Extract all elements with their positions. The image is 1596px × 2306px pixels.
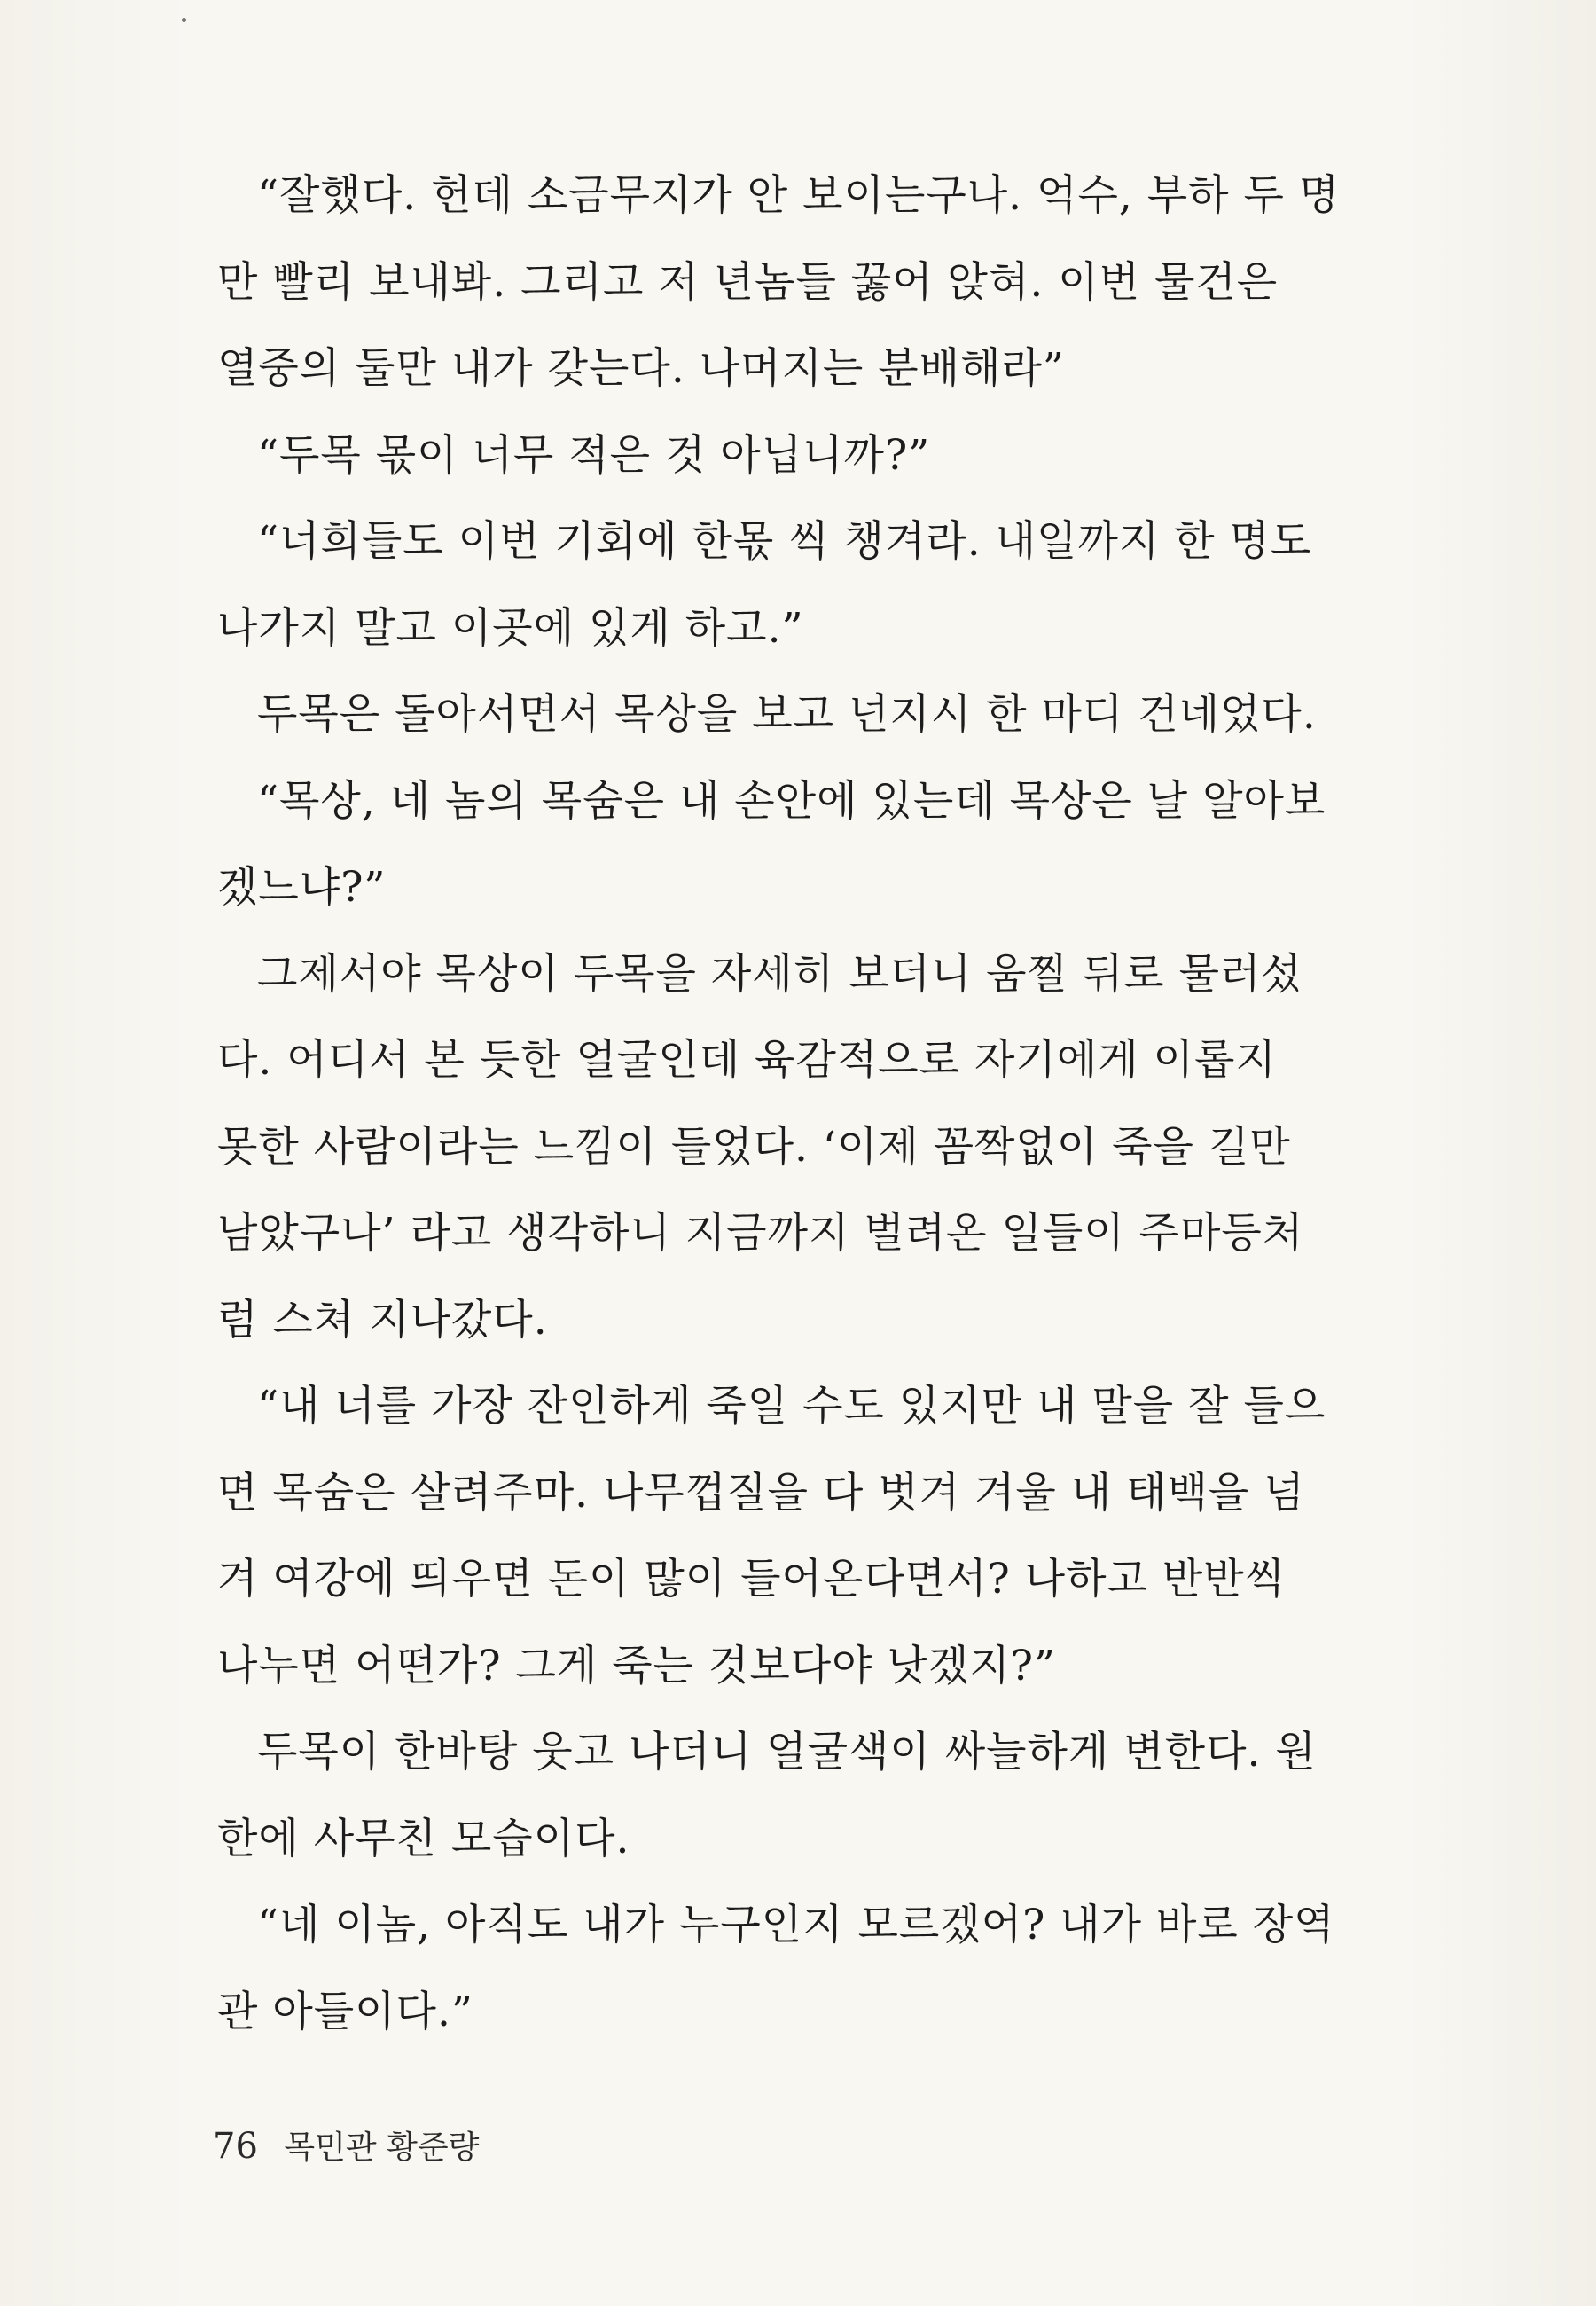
text-line: 남았구나’ 라고 생각하니 지금까지 벌려온 일들이 주마등처 bbox=[217, 1209, 1304, 1258]
text-line: 나가지 말고 이곳에 있게 하고.” bbox=[217, 603, 804, 653]
text-line: “잘했다. 헌데 소금무지가 안 보이는구나. 억수, 부하 두 명 bbox=[257, 171, 1341, 220]
text-line: 열중의 둘만 내가 갖는다. 나머지는 분배해라” bbox=[217, 344, 1065, 393]
running-title: 목민관 황준량 bbox=[284, 2130, 480, 2166]
text-line: “목상, 네 놈의 목숨은 내 손안에 있는데 목상은 날 알아보 bbox=[257, 776, 1326, 826]
text-line: 면 목숨은 살려주마. 나무껍질을 다 벗겨 겨울 내 태백을 넘 bbox=[217, 1468, 1305, 1518]
text-line: 그제서야 목상이 두목을 자세히 보더니 움찔 뒤로 물러섰 bbox=[257, 949, 1303, 999]
paper-speck bbox=[182, 18, 186, 22]
text-line: 겠느냐?” bbox=[217, 863, 387, 912]
text-line: 한에 사무친 모습이다. bbox=[217, 1814, 630, 1863]
text-line: 럼 스쳐 지나갔다. bbox=[217, 1295, 548, 1345]
text-line: 만 빨리 보내봐. 그리고 저 년놈들 꿇어 앉혀. 이번 물건은 bbox=[217, 257, 1279, 307]
page-footer bbox=[213, 2120, 479, 2173]
text-line: “내 너를 가장 잔인하게 죽일 수도 있지만 내 말을 잘 들으 bbox=[257, 1382, 1326, 1431]
page-number: 76 bbox=[213, 2126, 258, 2167]
text-line: 두목은 돌아서면서 목상을 보고 넌지시 한 마디 건네었다. bbox=[257, 690, 1317, 739]
text-line: 겨 여강에 띄우면 돈이 많이 들어온다면서? 나하고 반반씩 bbox=[217, 1555, 1287, 1604]
text-line: “두목 몫이 너무 적은 것 아닙니까?” bbox=[257, 430, 931, 480]
text-line: 두목이 한바탕 웃고 나더니 얼굴색이 싸늘하게 변한다. 원 bbox=[257, 1728, 1317, 1777]
text-line: 못한 사람이라는 느낌이 들었다. ‘이제 꼼짝없이 죽을 길만 bbox=[217, 1122, 1291, 1172]
text-line: “너희들도 이번 기회에 한몫 씩 챙겨라. 내일까지 한 명도 bbox=[257, 517, 1312, 566]
text-line: 관 아들이다.” bbox=[217, 1987, 473, 2036]
text-line: 나누면 어떤가? 그게 죽는 것보다야 낫겠지?” bbox=[217, 1641, 1056, 1690]
text-line: 다. 어디서 본 듯한 얼굴인데 육감적으로 자기에게 이롭지 bbox=[217, 1036, 1277, 1085]
body-text bbox=[217, 153, 1445, 2055]
text-line: “네 이놈, 아직도 내가 누구인지 모르겠어? 내가 바로 장역 bbox=[257, 1901, 1335, 1949]
